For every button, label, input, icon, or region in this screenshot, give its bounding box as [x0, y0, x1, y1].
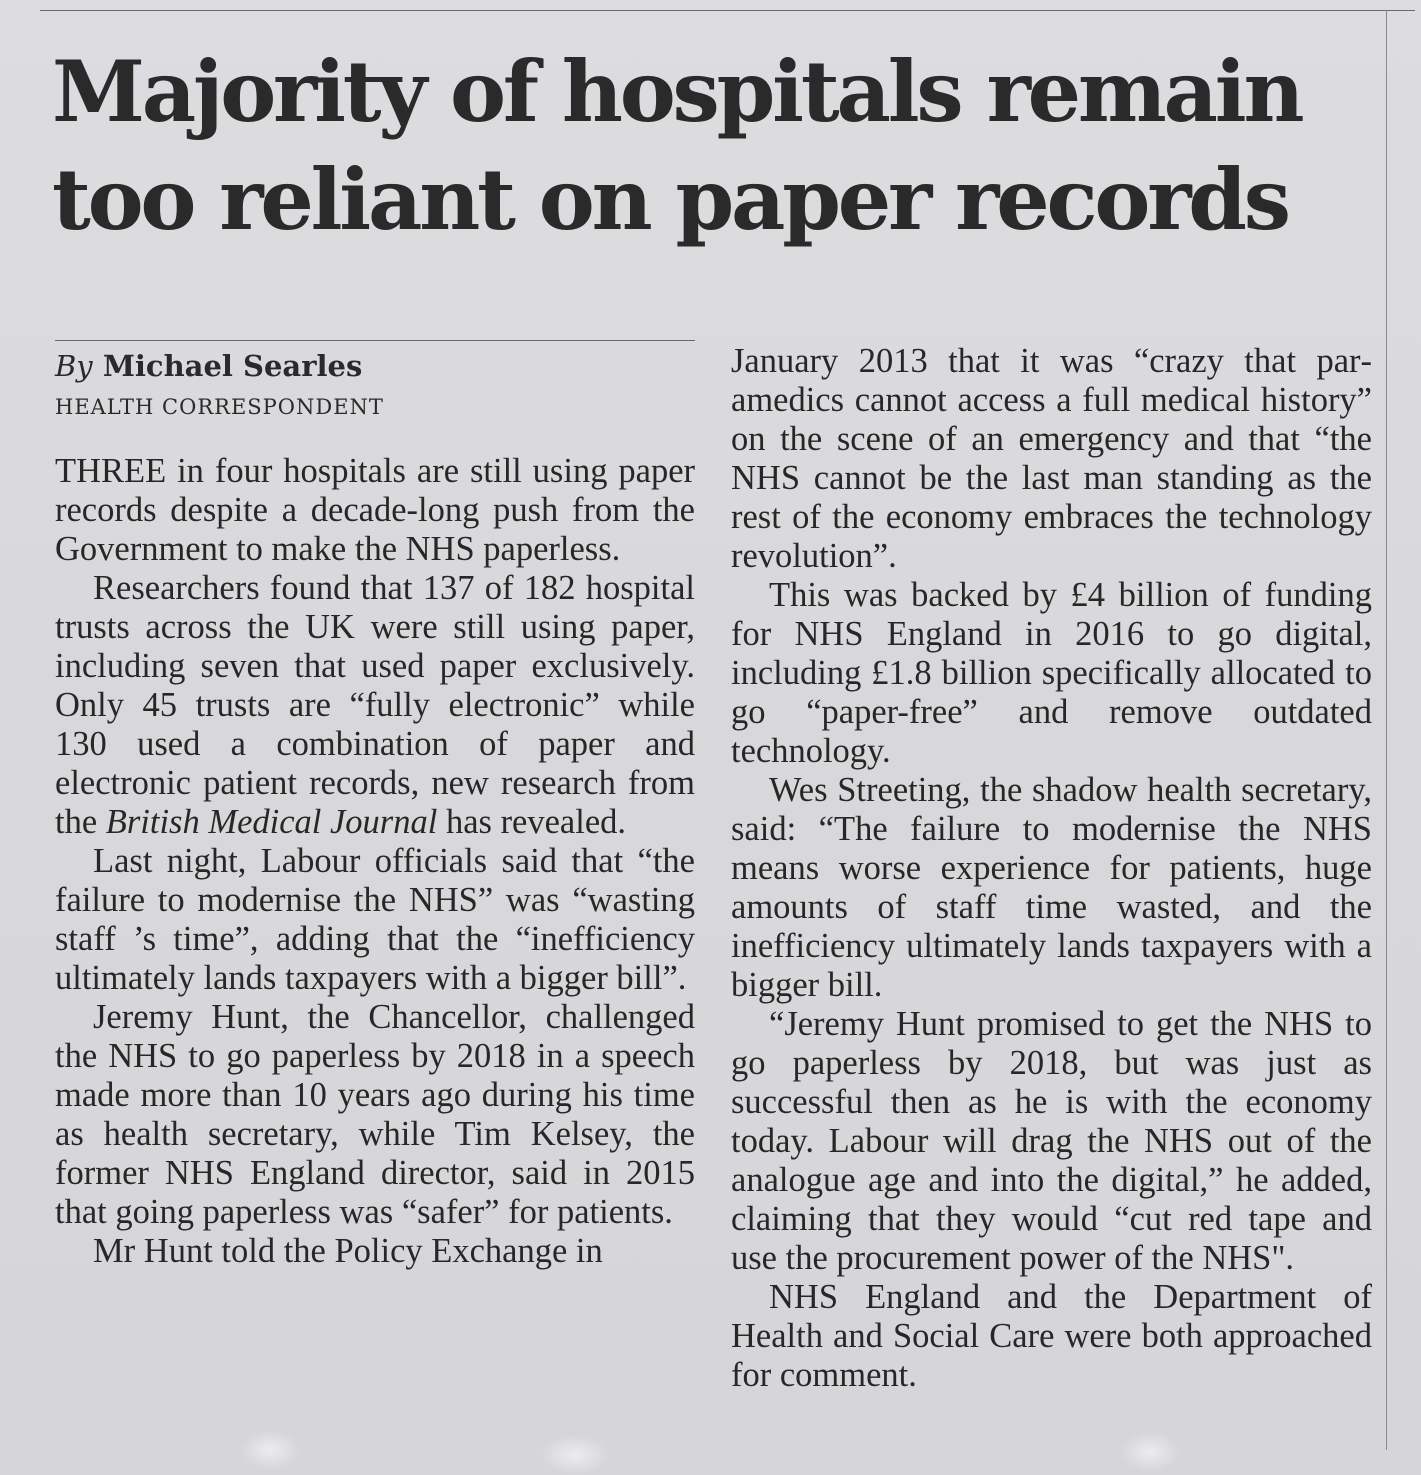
paragraph: January 2013 that it was “crazy that paramedics cannot access a full medical history” on the scene of an emergency and that “the NHS cannot be the last man standing as the rest of the economy embraces the technology revolution”.: [731, 342, 1372, 575]
headline-line-1: Majority of hospitals remain: [52, 42, 1302, 141]
headline: [52, 38, 1372, 254]
paragraph: [55, 569, 695, 842]
paragraph: THREE in four hospitals are still using paper records despite a decade-long push from the Government to make the NHS paperless.: [55, 452, 695, 568]
byline-rule: [55, 340, 695, 341]
paper-crease: [240, 1430, 300, 1470]
paragraph: NHS England and the Department of Health and Social Care were both approached for comment.: [731, 1278, 1372, 1394]
left-column: [55, 452, 695, 1271]
byline-prefix: By: [55, 349, 93, 383]
right-column-rule: [1386, 10, 1387, 1450]
paragraph: Wes Streeting, the shadow health secretary, said: “The failure to modernise the NHS means worse experience for patients, huge amounts of staff time wasted, and the inefficiency ultimately lands taxpayers with a bigger bill.: [731, 771, 1372, 1004]
paragraph: Mr Hunt told the Policy Exchange in: [93, 1232, 603, 1270]
paper-crease: [540, 1435, 610, 1475]
paragraph: Jeremy Hunt, the Chancellor, challenged the NHS to go paperless by 2018 in a speech made more than 10 years ago during his time as health secretary, while Tim Kelsey, the former NHS England director, said in 2015 that going paperless was “safer” for patients.: [55, 998, 695, 1231]
paragraph: Last night, Labour officials said that “the failure to modernise the NHS” was “wasting staff ’s time”, adding that the “inefficiency ultimately lands taxpayers with a bigger bill”.: [55, 842, 695, 997]
right-column: [731, 342, 1372, 1395]
paragraph-text: Researchers found that 137 of 182 hospital trusts across the UK were still using paper, including seven that used paper exclusively. Only 45 trusts are “fully electronic” while 130 used a combination of paper and electronic patient records, new research from the: [55, 569, 695, 841]
headline-line-2: too reliant on paper records: [52, 150, 1288, 249]
byline-name: Michael Searles: [102, 349, 363, 383]
publication-name: British Medical Journal: [105, 803, 438, 841]
paragraph: “Jeremy Hunt promised to get the NHS to go paperless by 2018, but was just as successful then as he is with the economy today. Labour will drag the NHS out of the analogue age and into the digital,” he added, claiming that they would “cut red tape and use the procurement power of the NHS".: [731, 1005, 1372, 1277]
top-rule: [40, 10, 1415, 11]
paragraph-text-end: has revealed.: [437, 803, 627, 841]
paragraph: This was backed by £4 billion of funding for NHS England in 2016 to go digital, including £1.8 billion specifically allocated to go “paper-free” and remove outdated technology.: [731, 576, 1372, 770]
paper-crease: [1120, 1432, 1180, 1472]
byline: [55, 348, 362, 384]
byline-role: HEALTH CORRESPONDENT: [55, 395, 384, 419]
